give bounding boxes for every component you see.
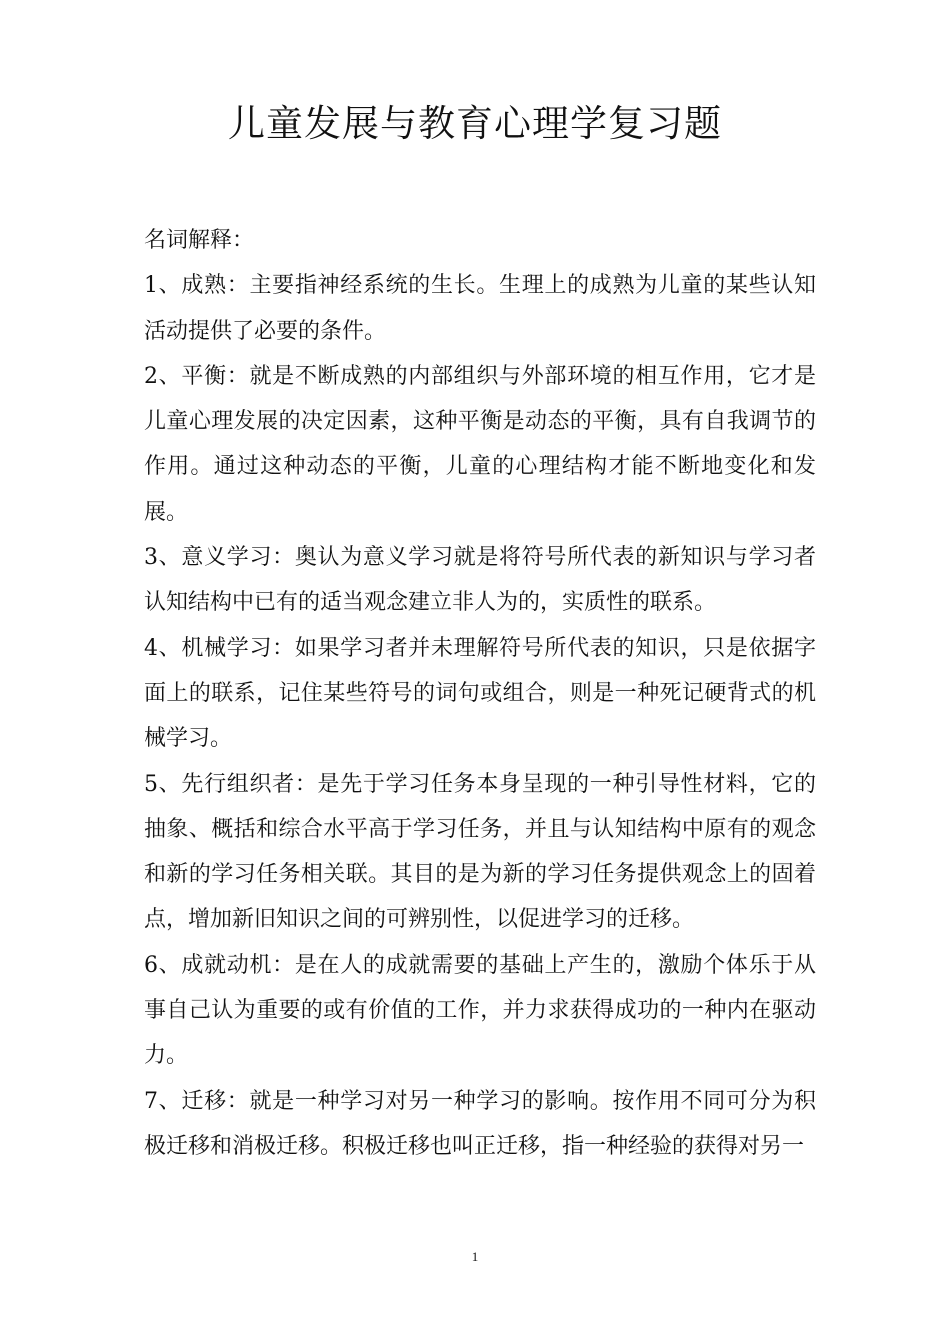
document-title: 儿童发展与教育心理学复习题 [228,102,722,145]
definition-paragraph-1: 1、成熟：主要指神经系统的生长。生理上的成熟为儿童的某些认知活动提供了必要的条件。 [144,273,816,344]
document-body [144,218,816,1169]
definition-paragraph-2: 2、平衡：就是不断成熟的内部组织与外部环境的相互作用，它才是儿童心理发展的决定因素，这种平衡是动态的平衡，具有自我调节的作用。通过这种动态的平衡，儿童的心理结构才能不断地变化和发展。 [144,363,816,525]
page-number: 1 [471,1249,479,1264]
section-heading: 名词解释： [144,228,255,253]
definition-paragraph-7: 7、迁移：就是一种学习对另一种学习的影响。按作用不同可分为积极迁移和消极迁移。积极迁移也叫正迁移，指一种经验的获得对另一 [144,1088,816,1159]
definition-paragraph-6: 6、成就动机：是在人的成就需要的基础上产生的，激励个体乐于从事自己认为重要的或有价值的工作，并力求获得成功的一种内在驱动力。 [144,952,816,1069]
definition-paragraph-5: 5、先行组织者：是先于学习任务本身呈现的一种引导性材料，它的抽象、概括和综合水平高于学习任务，并且与认知结构中原有的观念和新的学习任务相关联。其目的是为新的学习任务提供观念上的固着点，增加新旧知识之间的可辨别性，以促进学习的迁移。 [144,771,816,933]
definition-paragraph-4: 4、机械学习：如果学习者并未理解符号所代表的知识，只是依据字面上的联系，记住某些符号的词句或组合，则是一种死记硬背式的机械学习。 [144,635,816,752]
definition-paragraph-3: 3、意义学习：奥认为意义学习就是将符号所代表的新知识与学习者认知结构中已有的适当观念建立非人为的，实质性的联系。 [144,545,816,616]
